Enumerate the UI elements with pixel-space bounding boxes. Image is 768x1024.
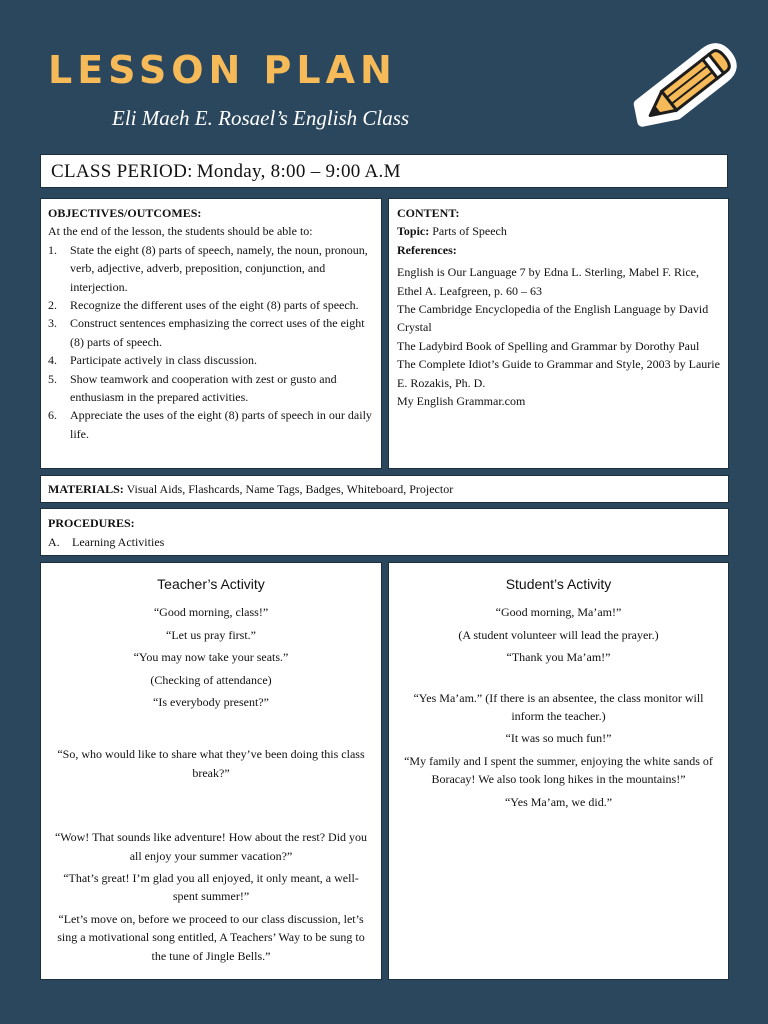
- materials-box: [40, 475, 729, 503]
- procedure-item: [48, 533, 721, 552]
- objectives-list: [48, 241, 374, 443]
- reference-item: The Complete Idiot’s Guide to Grammar and Style, 2003 by Laurie E. Rozakis, Ph. D.: [397, 357, 720, 390]
- dialogue-line: “Let’s move on, before we proceed to our class discussion, let’s sing a motivational song entitled, A Teachers’ Way to be sung to the tune of Jingle Bells.”: [57, 911, 365, 963]
- references-label: References:: [397, 242, 457, 257]
- dialogue-line: “Let us pray first.”: [166, 627, 256, 642]
- dialogue-line: “So, who would like to share what they’ve been doing this class break?”: [57, 747, 365, 780]
- teacher-activity-column: [40, 562, 382, 980]
- topic-value: Parts of Speech: [432, 224, 507, 239]
- item-text: Recognize the different uses of the eight (8) parts of speech.: [70, 298, 359, 313]
- procedures-box: [40, 508, 729, 556]
- reference-item: The Cambridge Encyclopedia of the English Language by David Crystal: [397, 302, 709, 335]
- item-text: Appreciate the uses of the eight (8) parts of speech in our daily life.: [70, 408, 372, 441]
- dialogue-line: “Is everybody present?”: [153, 695, 269, 710]
- page-title: LESSON PLAN: [48, 48, 397, 92]
- class-period-label: CLASS PERIOD:: [51, 161, 193, 182]
- procedure-text: Learning Activities: [72, 535, 165, 549]
- list-item: [48, 314, 374, 351]
- class-period-value: Monday, 8:00 – 9:00 A.M: [196, 161, 401, 182]
- dialogue-line: “Thank you Ma’am!”: [506, 650, 611, 665]
- item-number: 4.: [48, 353, 57, 368]
- teacher-activity-title: Teacher’s Activity: [157, 576, 265, 592]
- materials-value: Visual Aids, Flashcards, Name Tags, Badges, Whiteboard, Projector: [126, 482, 454, 496]
- dialogue-line: “Good morning, class!”: [153, 605, 269, 620]
- procedure-letter: A.: [48, 535, 60, 549]
- pencil-icon: [632, 36, 744, 136]
- student-activity-column: [388, 562, 729, 980]
- topic-label: Topic:: [397, 224, 430, 239]
- item-number: 6.: [48, 408, 57, 423]
- dialogue-line: “That’s great! I’m glad you all enjoyed, it only meant, a well-spent summer!”: [63, 871, 359, 904]
- list-item: [48, 296, 374, 314]
- item-text: Construct sentences emphasizing the correct uses of the eight (8) parts of speech.: [70, 316, 365, 349]
- topic-line: [397, 222, 720, 240]
- list-item: [48, 241, 374, 296]
- dialogue-line: “My family and I spent the summer, enjoying the white sands of Boracay! We also took long hikes in the mountains!”: [404, 753, 713, 787]
- list-item: [48, 370, 374, 407]
- item-text: State the eight (8) parts of speech, namely, the noun, pronoun, verb, adjective, adverb, preposition, conjunction, and interjection.: [70, 242, 368, 294]
- dialogue-line: “Yes Ma’am, we did.”: [504, 794, 613, 809]
- dialogue-line: “Good morning, Ma’am!”: [495, 605, 622, 620]
- reference-item: My English Grammar.com: [397, 394, 526, 409]
- content-box: [388, 198, 729, 469]
- dialogue-line: “Yes Ma’am.” (If there is an absentee, the class monitor will inform the teacher.): [413, 690, 704, 724]
- item-number: 2.: [48, 298, 57, 313]
- item-number: 5.: [48, 371, 57, 386]
- dialogue-line: (A student volunteer will lead the prayer.): [458, 627, 659, 642]
- student-activity-title: Student’s Activity: [505, 576, 612, 592]
- reference-item: English is Our Language 7 by Edna L. Sterling, Mabel F. Rice, Ethel A. Leafgreen, p. 60 – 63: [397, 265, 699, 298]
- list-item: [48, 406, 374, 443]
- content-heading: CONTENT:: [397, 206, 460, 220]
- list-item: [48, 351, 374, 369]
- procedures-heading: PROCEDURES:: [48, 516, 135, 530]
- dialogue-line: “It was so much fun!”: [505, 731, 612, 746]
- dialogue-line: “Wow! That sounds like adventure! How about the rest? Did you all enjoy your summer vacation?”: [54, 830, 368, 863]
- reference-item: The Ladybird Book of Spelling and Grammar by Dorothy Paul: [397, 338, 700, 353]
- class-period-box: [40, 154, 728, 188]
- item-number: 3.: [48, 316, 57, 331]
- materials-label: MATERIALS:: [48, 482, 124, 496]
- dialogue-line: “You may now take your seats.”: [133, 650, 289, 665]
- item-text: Show teamwork and cooperation with zest or gusto and enthusiasm in the prepared activities.: [70, 371, 337, 405]
- item-number: 1.: [48, 242, 57, 257]
- page-subtitle: Eli Maeh E. Rosael’s English Class: [112, 106, 410, 130]
- dialogue-line: (Checking of attendance): [150, 672, 272, 687]
- item-text: Participate actively in class discussion.: [70, 353, 257, 368]
- objectives-intro: At the end of the lesson, the students should be able to:: [48, 224, 313, 239]
- objectives-box: [40, 198, 382, 469]
- objectives-heading: OBJECTIVES/OUTCOMES:: [48, 206, 202, 220]
